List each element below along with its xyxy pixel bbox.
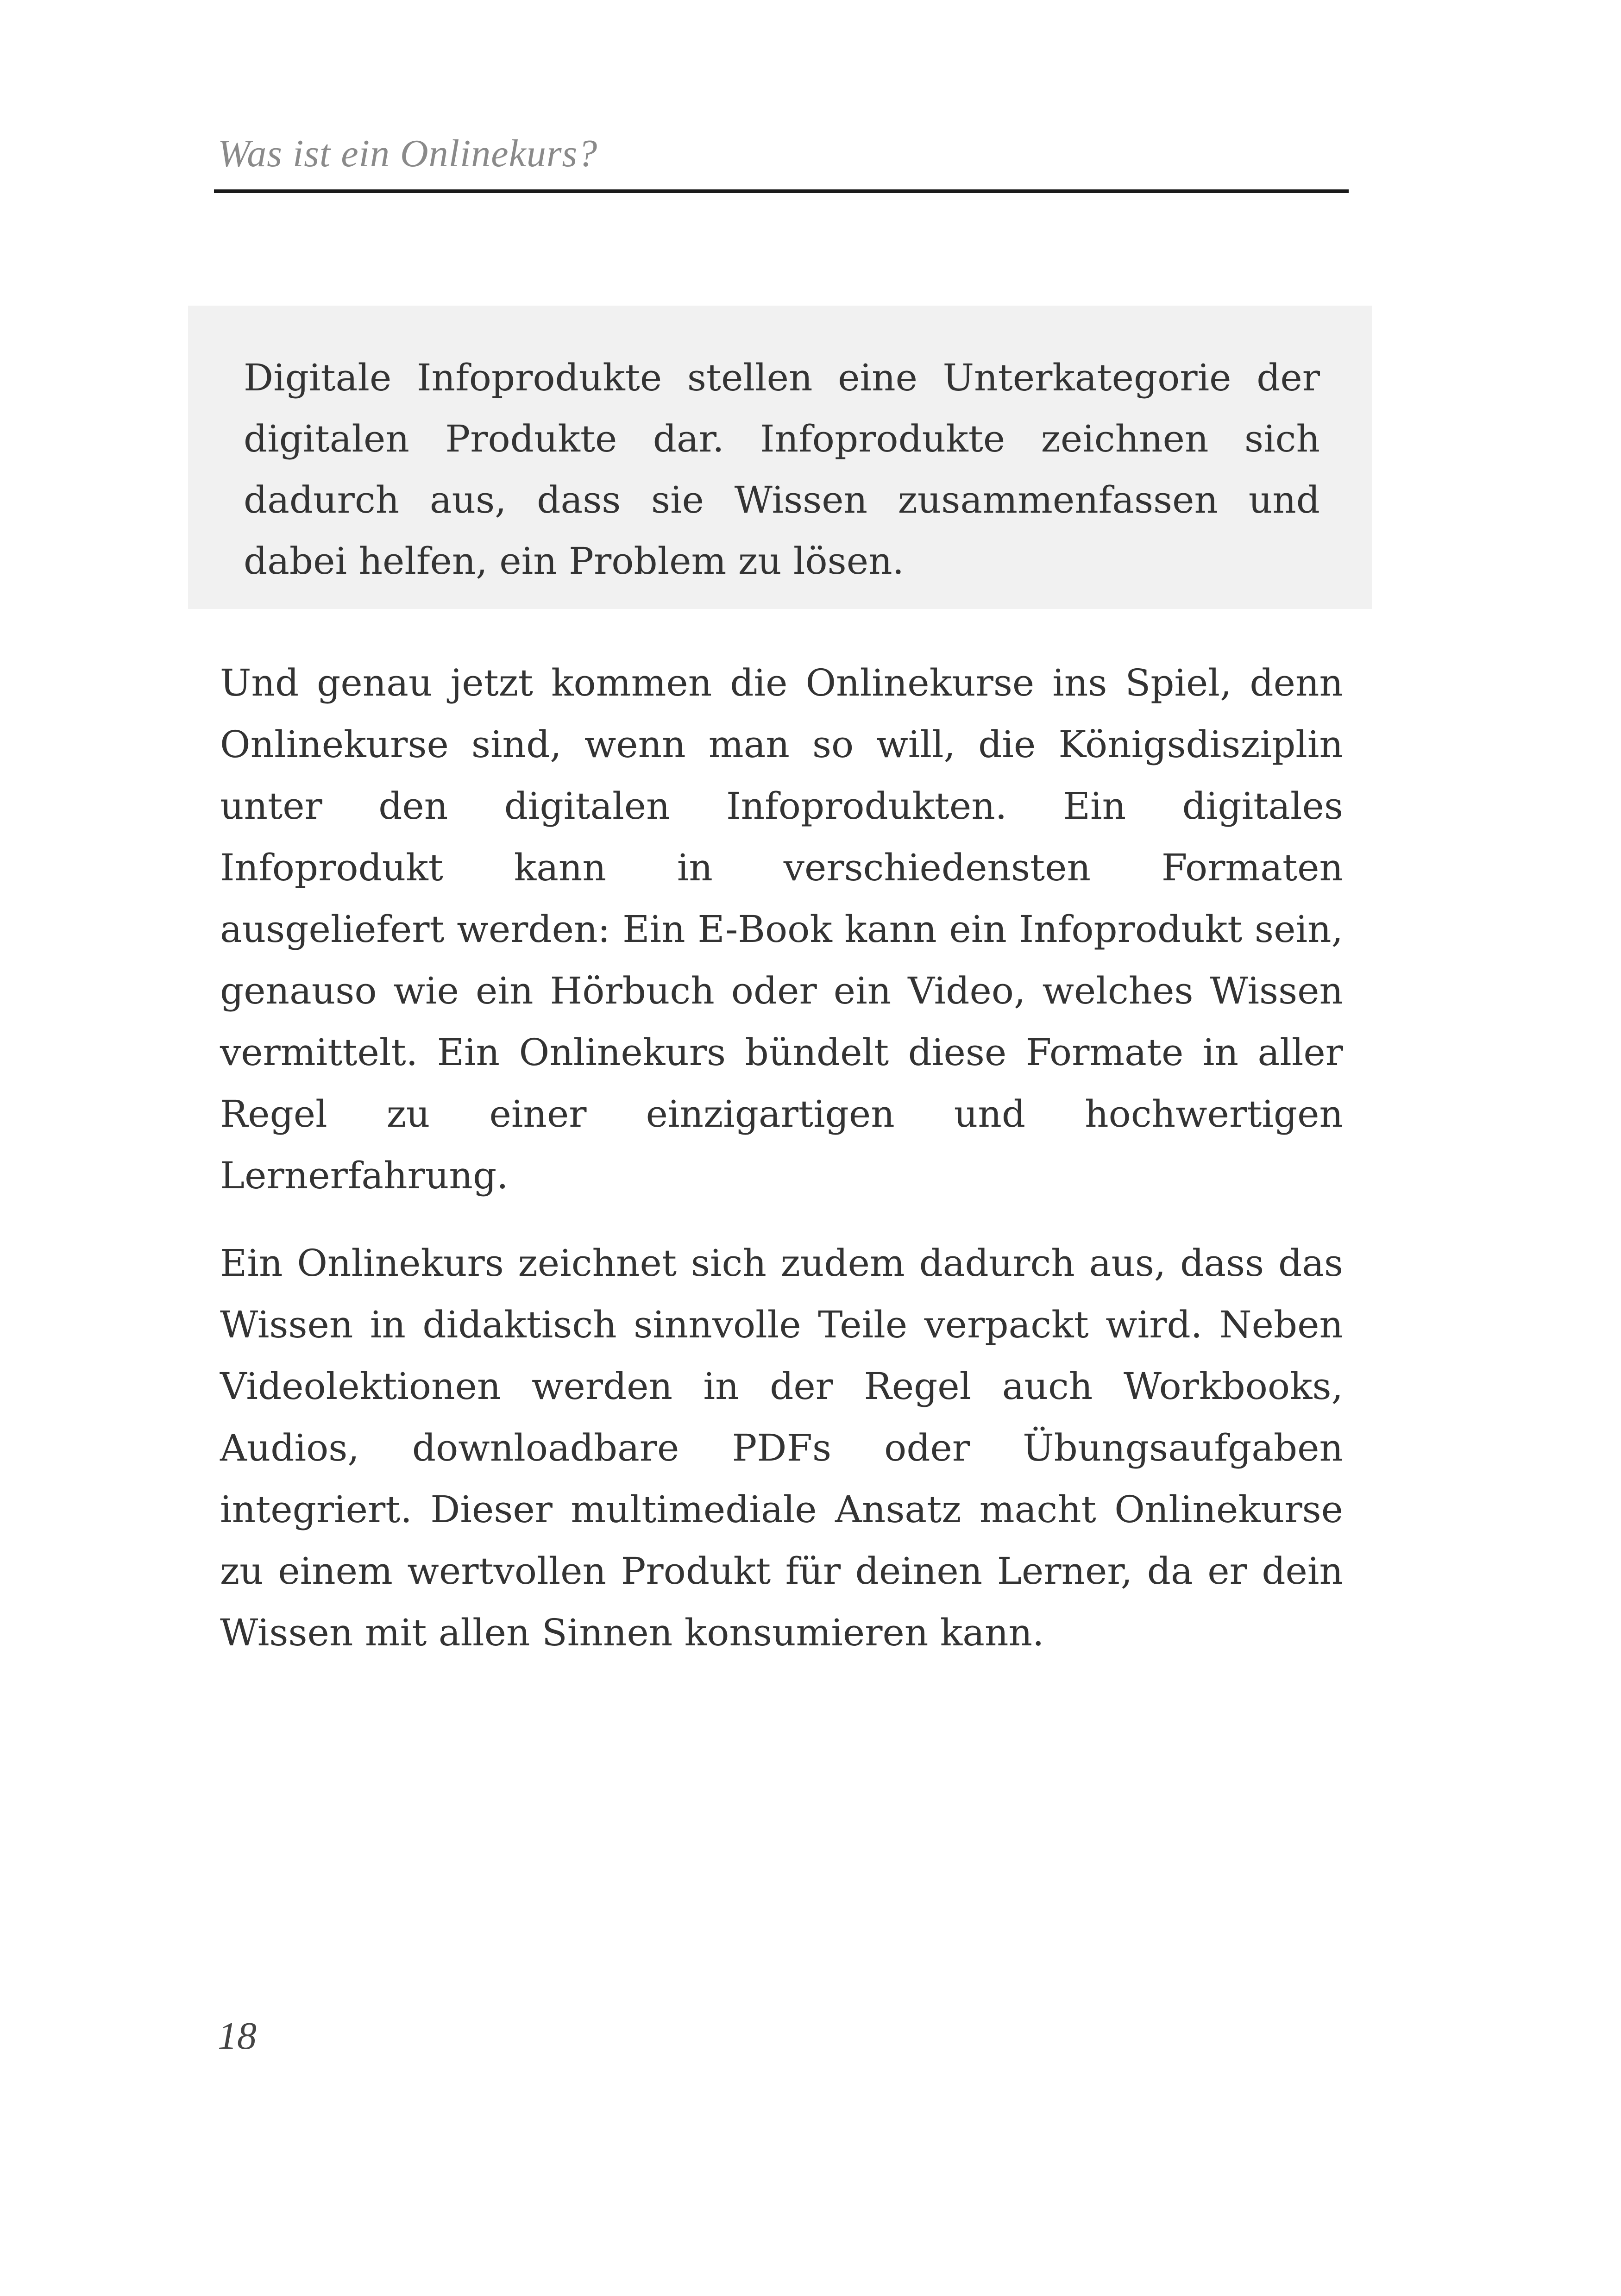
page-number: 18 [218, 2014, 257, 2058]
callout-text: Digitale Infoprodukte stellen eine Unterkategorie der digitalen Produkte dar. Infoprodukte zeichnen sich dadurch aus, dass sie Wissen zusammenfassen und dabei helfen, ein Problem zu lösen. [244, 356, 1320, 583]
body-paragraph: Ein Onlinekurs zeichnet sich zudem dadurch aus, dass das Wissen in didaktisch sinnvolle Teile verpackt wird. Neben Videolektionen werden in der Regel auch Workbooks, Audios, downloadbare PDFs oder Übungsaufgaben integriert. Dieser multimediale Ansatz macht Onlinekurse zu einem wertvollen Produkt für deinen Lerner, da er dein Wissen mit allen Sinnen konsumieren kann. [220, 1242, 1343, 1654]
header-divider [214, 189, 1349, 193]
body-text [220, 652, 1343, 1689]
body-paragraph: Und genau jetzt kommen die Onlinekurse ins Spiel, denn Onlinekurse sind, wenn man so will, die Königsdisziplin unter den digitalen Infoprodukten. Ein digitales Infoprodukt kann in verschiedensten Formaten ausgeliefert werden: Ein E-Book kann ein Infoprodukt sein, genauso wie ein Hörbuch oder ein Video, welches Wissen vermittelt. Ein Onlinekurs bündelt diese Formate in aller Regel zu einer einzigartigen und hochwertigen Lernerfahrung. [220, 661, 1343, 1197]
callout-box [188, 306, 1372, 609]
running-header-title: Was ist ein Onlinekurs? [218, 132, 598, 175]
